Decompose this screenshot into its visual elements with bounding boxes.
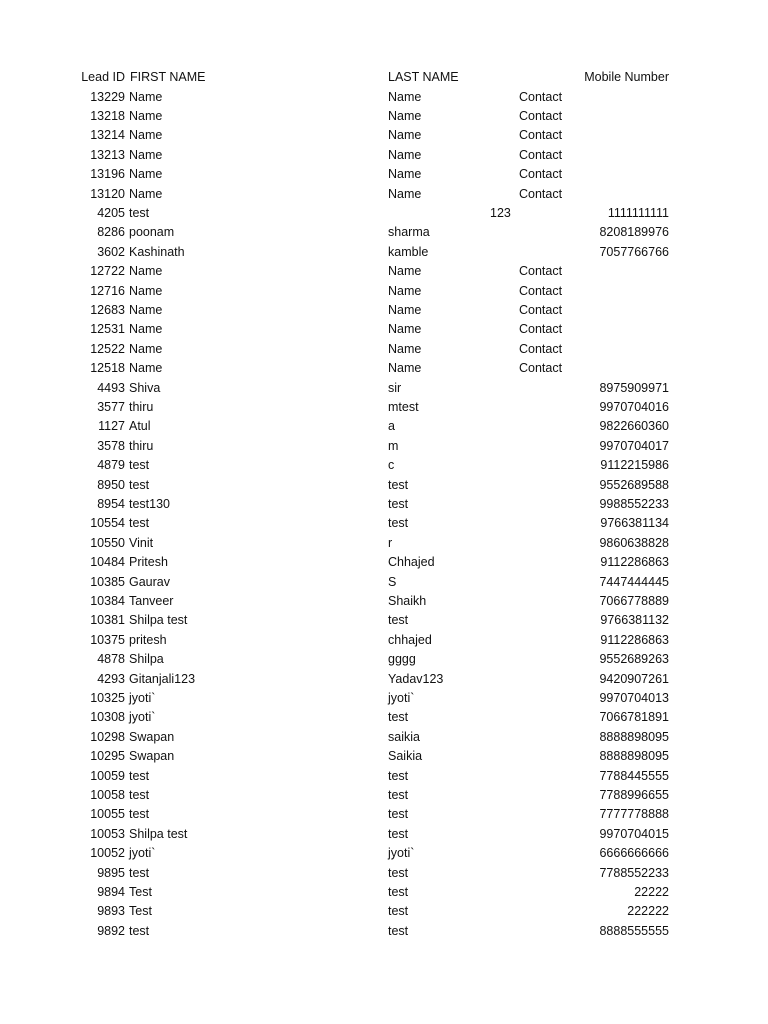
table-row — [0, 359, 768, 378]
table-row — [0, 689, 768, 708]
table-row — [0, 553, 768, 572]
lead-id-cell: 10385 — [90, 574, 125, 589]
lead-id-cell: 10055 — [90, 807, 125, 822]
last-name-cell: test — [388, 923, 409, 938]
mobile-number-cell: 9766381134 — [600, 516, 669, 531]
table-row — [0, 631, 768, 650]
first-name-cell: Name — [129, 283, 163, 298]
first-name-cell: pritesh — [129, 632, 167, 647]
table-row — [0, 767, 768, 786]
lead-id-cell: 12518 — [90, 361, 125, 376]
mobile-number-cell: 7777778888 — [599, 807, 669, 822]
last-name-cell: test — [388, 497, 409, 511]
last-name-cell: test — [388, 807, 409, 822]
table-row — [0, 650, 768, 669]
mobile-number-cell: 9552689588 — [599, 477, 669, 492]
lead-id-cell: 12522 — [90, 341, 125, 356]
last-name-cell: Name — [388, 186, 422, 201]
mobile-number-cell: 9112286863 — [600, 555, 669, 570]
mobile-number-cell: 1111111111 — [607, 206, 669, 220]
header-lead-id: Lead ID — [81, 70, 125, 84]
table-row — [0, 262, 768, 281]
mobile-number-cell: Contact — [519, 283, 563, 298]
last-name-cell: test — [388, 826, 409, 841]
first-name-cell: Name — [129, 109, 163, 123]
table-row — [0, 708, 768, 727]
mobile-number-cell: Contact — [519, 341, 563, 356]
last-name-cell: test — [388, 477, 409, 492]
last-name-cell: S — [388, 574, 397, 589]
mobile-number-cell: 9420907261 — [599, 671, 669, 686]
lead-id-cell: 13214 — [90, 128, 125, 143]
mobile-number-cell: 7447444445 — [599, 574, 669, 589]
mobile-number-cell: Contact — [519, 322, 563, 337]
first-name-cell: jyoti` — [129, 691, 156, 705]
table-row — [0, 825, 768, 844]
table-row — [0, 456, 768, 475]
first-name-cell: Name — [129, 264, 163, 279]
lead-id-cell: 13120 — [90, 186, 125, 201]
mobile-number-cell: 7066781891 — [599, 710, 669, 725]
last-name-cell: Name — [388, 109, 422, 123]
mobile-number-cell: 7066778889 — [599, 594, 669, 608]
first-name-cell: Name — [129, 186, 163, 201]
mobile-number-cell: Contact — [519, 361, 563, 376]
table-row — [0, 185, 768, 204]
first-name-cell: Name — [129, 341, 163, 356]
table-row — [0, 417, 768, 436]
lead-id-cell: 10550 — [90, 535, 125, 550]
first-name-cell: test — [129, 516, 150, 531]
table-row — [0, 88, 768, 107]
first-name-cell: Name — [129, 147, 163, 162]
table-row — [0, 864, 768, 883]
last-name-cell: saikia — [388, 729, 420, 744]
last-name-cell: test — [388, 904, 409, 919]
header-mobile-number: Mobile Number — [584, 70, 669, 84]
table-row — [0, 883, 768, 902]
mobile-number-cell: 9970704013 — [599, 691, 669, 705]
table-row — [0, 747, 768, 766]
first-name-cell: Pritesh — [129, 555, 168, 570]
table-row — [0, 165, 768, 184]
last-name-cell: test — [388, 788, 409, 802]
table-row — [0, 107, 768, 126]
last-name-cell: test — [388, 865, 409, 880]
first-name-cell: Vinit — [129, 535, 154, 550]
last-name-cell: r — [388, 535, 393, 550]
table-row — [0, 534, 768, 553]
lead-id-cell: 9892 — [97, 923, 125, 938]
lead-id-cell: 3578 — [97, 438, 125, 453]
first-name-cell: Name — [129, 89, 163, 104]
header-last-name: LAST NAME — [388, 70, 459, 84]
lead-id-cell: 4493 — [97, 380, 125, 395]
mobile-number-cell: 8975909971 — [599, 380, 669, 395]
lead-id-cell: 12531 — [90, 322, 125, 337]
lead-id-cell: 10554 — [90, 516, 125, 531]
last-name-cell: test — [388, 768, 409, 783]
last-name-cell: Name — [388, 128, 422, 143]
last-name-cell: test — [388, 710, 409, 725]
last-name-cell: Name — [388, 322, 422, 337]
first-name-cell: Gaurav — [129, 574, 170, 589]
mobile-number-cell: 8208189976 — [599, 225, 669, 240]
table-row — [0, 437, 768, 456]
table-row — [0, 786, 768, 805]
mobile-number-cell: 9970704017 — [599, 438, 669, 453]
table-row — [0, 282, 768, 301]
first-name-cell: test130 — [129, 497, 171, 511]
lead-id-cell: 10384 — [90, 594, 125, 608]
first-name-cell: Kashinath — [129, 244, 185, 259]
first-name-cell: test — [129, 458, 150, 473]
lead-id-cell: 10052 — [90, 846, 125, 861]
last-name-cell: 123 — [490, 206, 511, 220]
mobile-number-cell: Contact — [519, 128, 563, 143]
lead-id-cell: 13196 — [90, 167, 125, 182]
table-row — [0, 670, 768, 689]
table-row — [0, 922, 768, 941]
first-name-cell: Shilpa test — [129, 826, 188, 841]
first-name-cell: Test — [129, 904, 152, 919]
last-name-cell: m — [388, 438, 399, 453]
table-row — [0, 805, 768, 824]
mobile-number-cell: 7788996655 — [599, 788, 669, 802]
first-name-cell: Tanveer — [129, 594, 174, 608]
mobile-number-cell: 9970704015 — [599, 826, 669, 841]
first-name-cell: Shilpa — [129, 652, 164, 667]
table-row — [0, 223, 768, 242]
last-name-cell: Name — [388, 341, 422, 356]
last-name-cell: Shaikh — [388, 594, 427, 608]
last-name-cell: Name — [388, 361, 422, 376]
last-name-cell: chhajed — [388, 632, 432, 647]
lead-id-cell: 8286 — [97, 225, 125, 240]
last-name-cell: c — [388, 458, 395, 473]
table-row — [0, 301, 768, 320]
lead-id-cell: 12683 — [90, 303, 125, 317]
mobile-number-cell: Contact — [519, 147, 563, 162]
first-name-cell: Shiva — [129, 380, 161, 395]
last-name-cell: mtest — [388, 400, 419, 414]
lead-id-cell: 4879 — [97, 458, 125, 473]
lead-id-cell: 10058 — [90, 788, 125, 802]
mobile-number-cell: 9112286863 — [600, 632, 669, 647]
mobile-number-cell: Contact — [519, 186, 563, 201]
lead-id-cell: 10381 — [90, 613, 125, 628]
lead-id-cell: 13218 — [90, 109, 125, 123]
first-name-cell: thiru — [129, 400, 154, 414]
lead-id-cell: 10308 — [90, 710, 125, 725]
first-name-cell: Name — [129, 128, 163, 143]
last-name-cell: Name — [388, 89, 422, 104]
first-name-cell: poonam — [129, 225, 175, 240]
table-row — [0, 573, 768, 592]
mobile-number-cell: 7788445555 — [599, 768, 669, 783]
mobile-number-cell: 7057766766 — [599, 244, 669, 259]
table-row — [0, 514, 768, 533]
table-row — [0, 398, 768, 417]
last-name-cell: test — [388, 613, 409, 628]
first-name-cell: test — [129, 206, 150, 220]
lead-id-cell: 13229 — [90, 89, 125, 104]
mobile-number-cell: 8888898095 — [599, 749, 669, 764]
lead-id-cell: 4205 — [97, 206, 125, 220]
last-name-cell: Yadav123 — [388, 671, 444, 686]
last-name-cell: gggg — [388, 652, 416, 667]
mobile-number-cell: Contact — [519, 264, 563, 279]
lead-id-cell: 12722 — [90, 264, 125, 279]
first-name-cell: Name — [129, 303, 163, 317]
first-name-cell: test — [129, 768, 150, 783]
lead-id-cell: 3602 — [97, 244, 125, 259]
first-name-cell: thiru — [129, 438, 154, 453]
first-name-cell: Shilpa test — [129, 613, 188, 628]
last-name-cell: test — [388, 516, 409, 531]
mobile-number-cell: 8888555555 — [599, 923, 669, 938]
last-name-cell: Saikia — [388, 749, 423, 764]
table-row — [0, 844, 768, 863]
lead-id-cell: 10295 — [90, 749, 125, 764]
table-row — [0, 146, 768, 165]
lead-id-cell: 9895 — [97, 865, 125, 880]
last-name-cell: Name — [388, 264, 422, 279]
mobile-number-cell: Contact — [519, 167, 563, 182]
lead-id-cell: 1127 — [98, 419, 125, 434]
last-name-cell: a — [388, 419, 395, 434]
mobile-number-cell: Contact — [519, 303, 563, 317]
last-name-cell: Name — [388, 303, 422, 317]
table-row — [0, 728, 768, 747]
first-name-cell: test — [129, 865, 150, 880]
header-row — [0, 68, 768, 87]
lead-id-cell: 10484 — [90, 555, 125, 570]
last-name-cell: sir — [388, 380, 402, 395]
mobile-number-cell: 9112215986 — [600, 458, 669, 473]
lead-id-cell: 10053 — [90, 826, 125, 841]
first-name-cell: Swapan — [129, 749, 175, 764]
lead-id-cell: 10298 — [90, 729, 125, 744]
mobile-number-cell: 9822660360 — [599, 419, 669, 434]
mobile-number-cell: 9766381132 — [600, 613, 669, 628]
last-name-cell: sharma — [388, 225, 430, 240]
header-first-name: FIRST NAME — [130, 70, 206, 84]
table-row — [0, 340, 768, 359]
mobile-number-cell: 9988552233 — [599, 497, 669, 511]
last-name-cell: Name — [388, 283, 422, 298]
mobile-number-cell: Contact — [519, 89, 563, 104]
table-row — [0, 243, 768, 262]
mobile-number-cell: 9970704016 — [599, 400, 669, 414]
last-name-cell: Chhajed — [388, 555, 435, 570]
first-name-cell: Swapan — [129, 729, 175, 744]
last-name-cell: Name — [388, 167, 422, 182]
table-row — [0, 320, 768, 339]
first-name-cell: test — [129, 807, 150, 822]
first-name-cell: Gitanjali123 — [129, 671, 196, 686]
first-name-cell: Name — [129, 361, 163, 376]
first-name-cell: jyoti` — [129, 846, 156, 861]
last-name-cell: jyoti` — [388, 846, 415, 861]
mobile-number-cell: 22222 — [634, 885, 669, 899]
table-row — [0, 902, 768, 921]
lead-id-cell: 9894 — [97, 885, 125, 899]
table-row — [0, 495, 768, 514]
first-name-cell: Name — [129, 322, 163, 337]
mobile-number-cell: 7788552233 — [599, 865, 669, 880]
table-row — [0, 476, 768, 495]
mobile-number-cell: 222222 — [627, 904, 669, 919]
mobile-number-cell: 9860638828 — [599, 535, 669, 550]
lead-id-cell: 8950 — [97, 477, 125, 492]
last-name-cell: test — [388, 885, 409, 899]
lead-id-cell: 10375 — [90, 632, 125, 647]
table-row — [0, 204, 768, 223]
last-name-cell: Name — [388, 147, 422, 162]
mobile-number-cell: 9552689263 — [599, 652, 669, 667]
lead-id-cell: 4293 — [97, 671, 125, 686]
first-name-cell: Test — [129, 885, 152, 899]
lead-id-cell: 13213 — [90, 147, 125, 162]
table-row — [0, 126, 768, 145]
last-name-cell: kamble — [388, 244, 429, 259]
lead-id-cell: 10059 — [90, 768, 125, 783]
lead-id-cell: 4878 — [97, 652, 125, 667]
table-row — [0, 379, 768, 398]
lead-id-cell: 9893 — [97, 904, 125, 919]
mobile-number-cell: 6666666666 — [599, 846, 669, 861]
lead-id-cell: 3577 — [97, 400, 125, 414]
last-name-cell: jyoti` — [388, 691, 415, 705]
lead-id-cell: 12716 — [90, 283, 125, 298]
table-row — [0, 592, 768, 611]
first-name-cell: test — [129, 477, 150, 492]
first-name-cell: jyoti` — [129, 710, 156, 725]
first-name-cell: test — [129, 788, 150, 802]
first-name-cell: test — [129, 923, 150, 938]
first-name-cell: Atul — [129, 419, 151, 434]
first-name-cell: Name — [129, 167, 163, 182]
lead-id-cell: 10325 — [90, 691, 125, 705]
mobile-number-cell: 8888898095 — [599, 729, 669, 744]
lead-id-cell: 8954 — [97, 497, 125, 511]
table-row — [0, 611, 768, 630]
mobile-number-cell: Contact — [519, 109, 563, 123]
